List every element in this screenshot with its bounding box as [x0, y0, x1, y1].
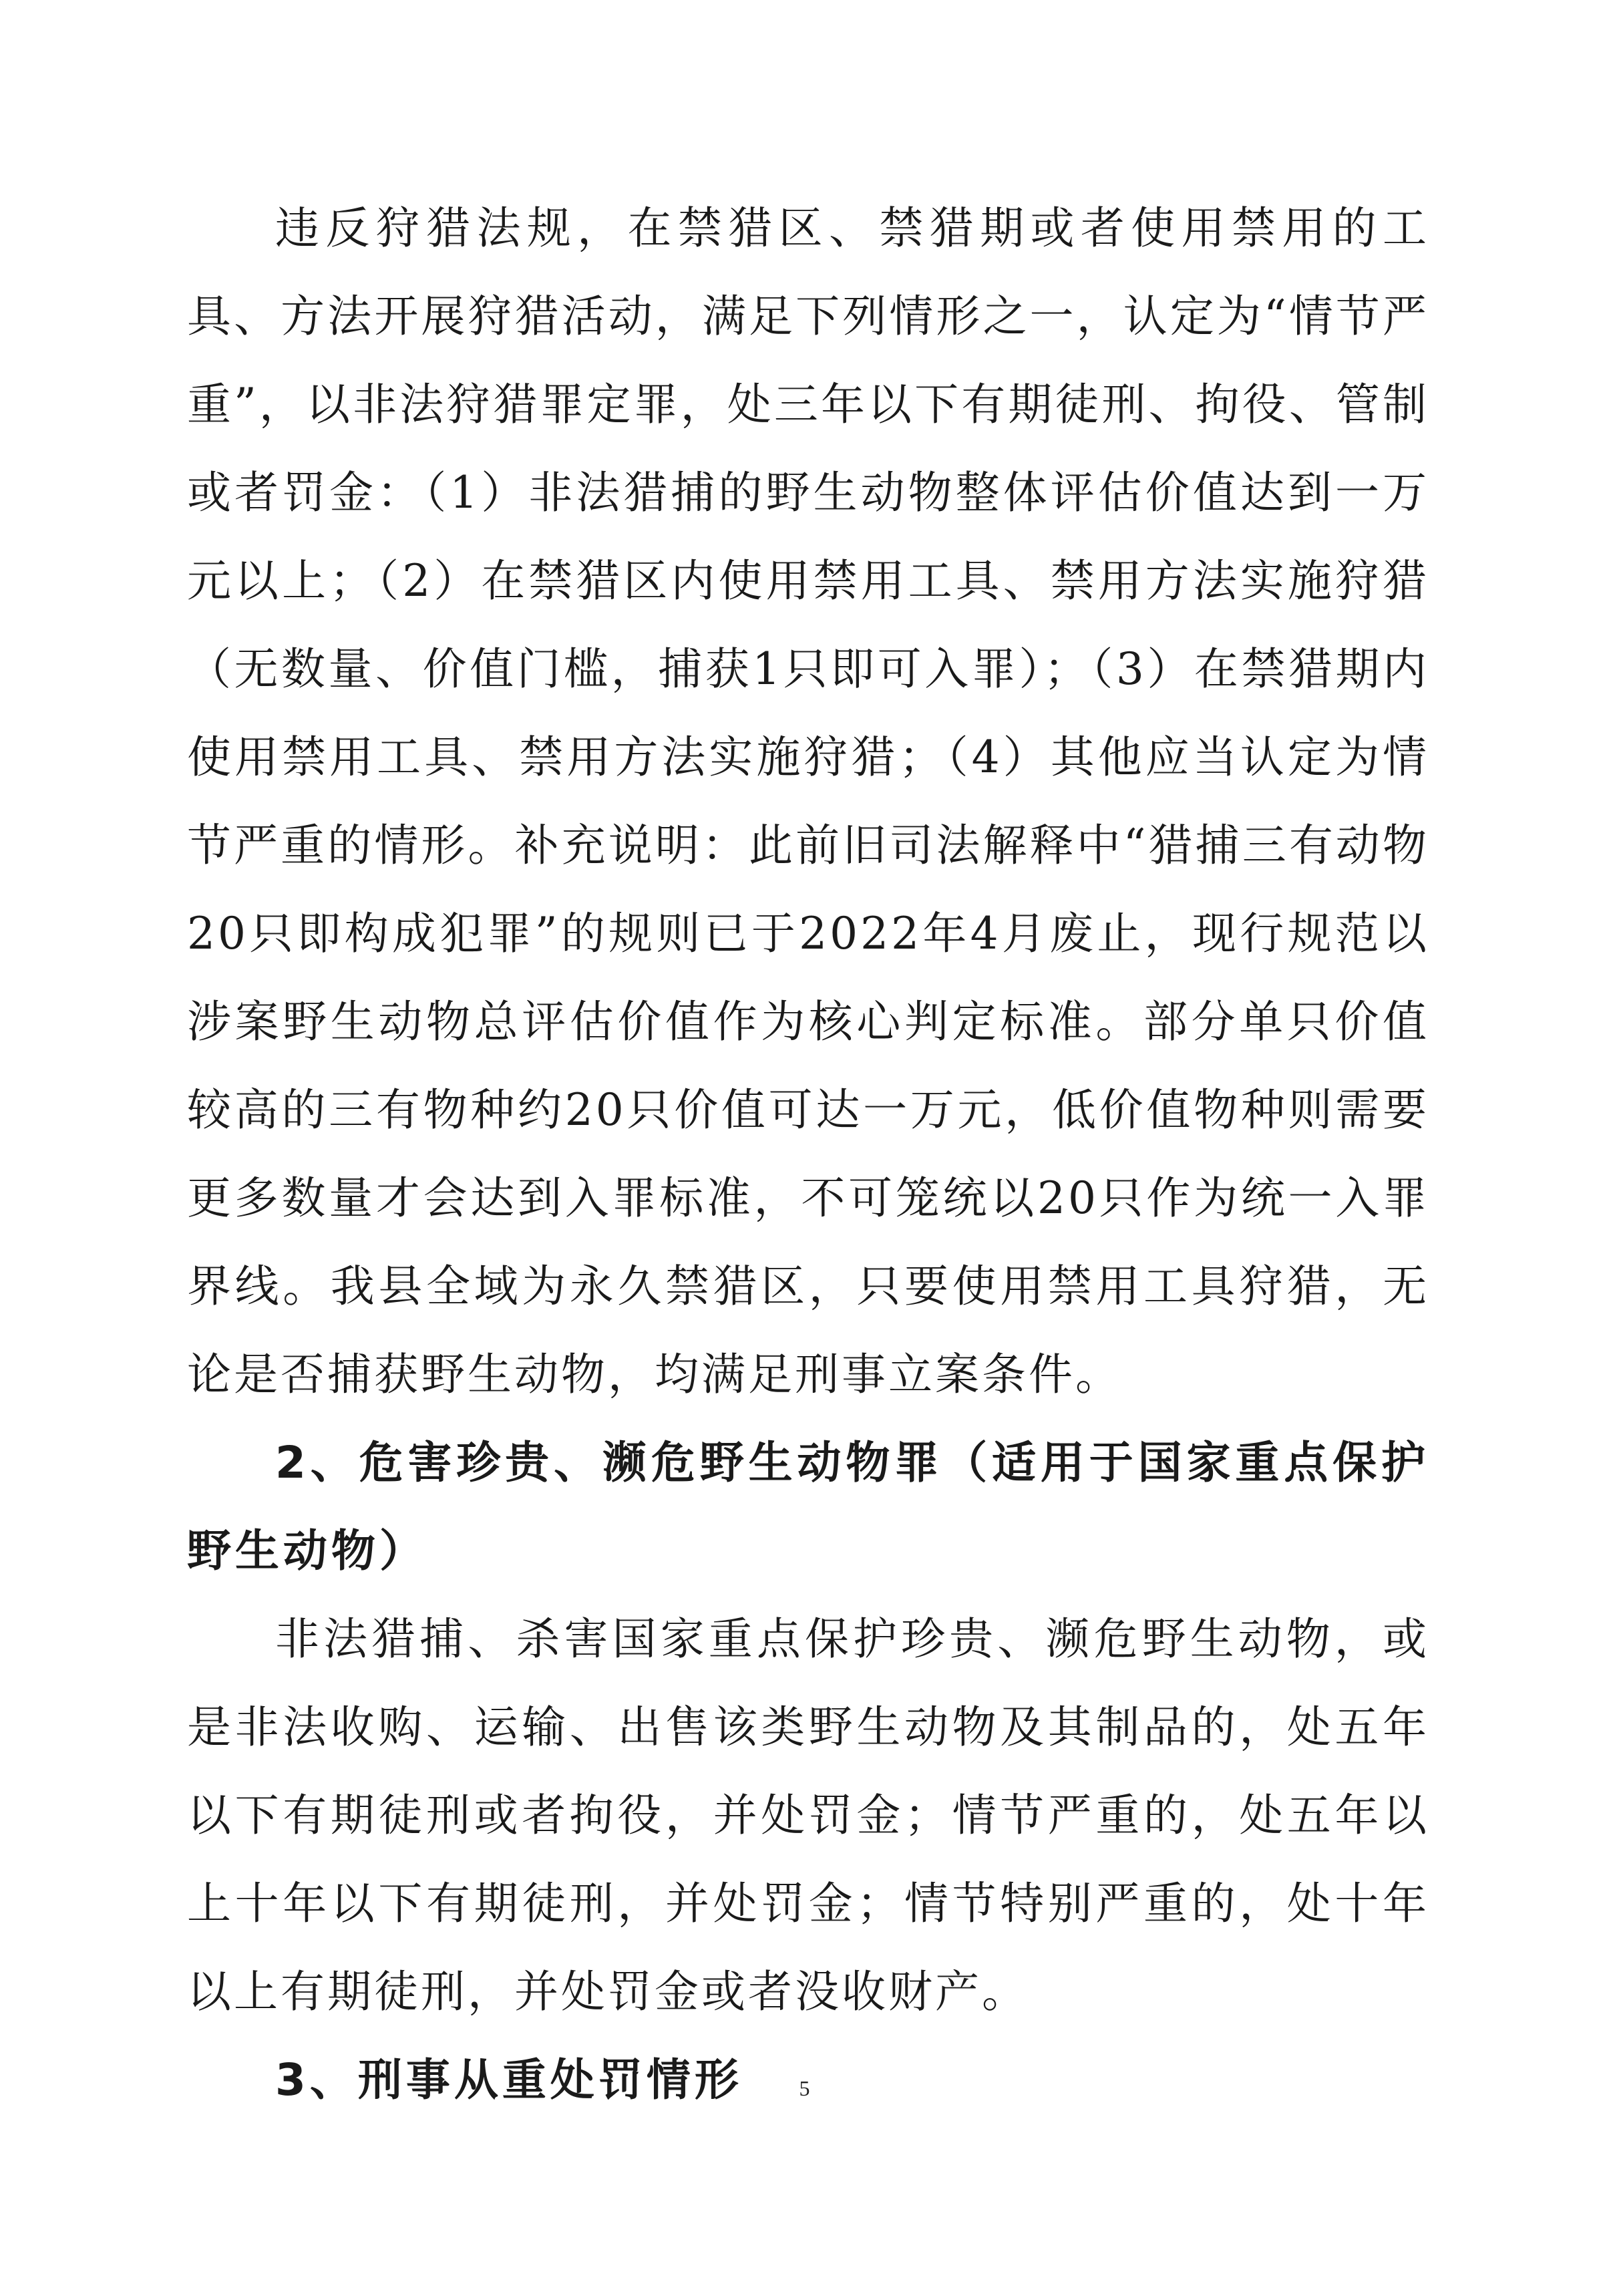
paragraph-illegal-hunting-crime: 违反狩猎法规，在禁猎区、禁猎期或者使用禁用的工具、方法开展狩猎活动，满足下列情形之一，认定为“情节严重”，以非法狩猎罪定罪，处三年以下有期徒刑、拘役、管制或者罚金：（1）非法猎捕的野生动物整体评估价值达到一万元以上；（2）在禁猎区内使用禁用工具、禁用方法实施狩猎（无数量、价值门槛，捕获1只即可入罪）；（3）在禁猎期内使用禁用工具、禁用方法实施狩猎；（4）其他应当认定为情节严重的情形。补充说明：此前旧司法解释中“猎捕三有动物20只即构成犯罪”的规则已于2022年4月废止，现行规范以涉案野生动物总评估价值作为核心判定标准。部分单只价值较高的三有物种约20只价值可达一万元，低价值物种则需要更多数量才会达到入罪标准，不可笼统以20只作为统一入罪界线。我县全域为永久禁猎区，只要使用禁用工具狩猎，无论是否捕获野生动物，均满足刑事立案条件。 [187, 202, 1429, 1400]
heading-endangered-wildlife-crime: 2、危害珍贵、濒危野生动物罪（适用于国家重点保护野生动物） [187, 1437, 1429, 1577]
heading-aggravated-punishment: 3、刑事从重处罚情形 [275, 2054, 743, 2106]
paragraph-endangered-wildlife-penalties: 非法猎捕、杀害国家重点保护珍贵、濒危野生动物，或是非法收购、运输、出售该类野生动物及其制品的，处五年以下有期徒刑或者拘役，并处罚金；情节严重的，处五年以上十年以下有期徒刑，并处罚金；情节特别严重的，处十年以上有期徒刑，并处罚金或者没收财产。 [187, 1613, 1429, 2017]
document-body [187, 184, 1429, 2124]
page-number: 5 [799, 2076, 810, 2100]
